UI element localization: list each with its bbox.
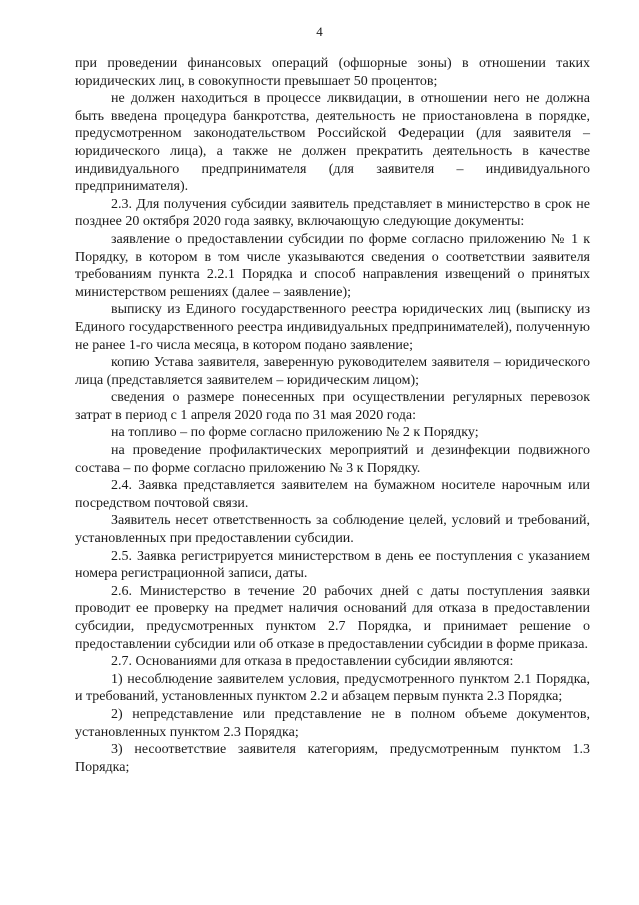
paragraph: 3) несоответствие заявителя категориям, предусмотренным пунктом 1.3 Порядка; — [75, 742, 590, 775]
paragraph: заявление о предоставлении субсидии по форме согласно приложению № 1 к Порядку, в котором в том числе указываются сведения о соответствии заявителя требованиям пункта 2.2.1 Порядка и способ направления извещений о принятых министерством решениях (далее – заявление); — [75, 231, 590, 300]
page-number: 4 — [316, 24, 323, 39]
paragraph: 1) несоблюдение заявителем условия, предусмотренного пунктом 2.1 Порядка, и требований, установленных пунктом 2.2 и абзацем первым пункта 2.3 Порядка; — [75, 671, 590, 705]
paragraph: 2) непредставление или представление не в полном объеме документов, установленных пунктом 2.3 Порядка; — [75, 706, 590, 740]
paragraph: 2.3. Для получения субсидии заявитель представляет в министерство в срок не позднее 20 октября 2020 года заявку, включающую следующие документы: — [75, 196, 590, 230]
paragraph: копию Устава заявителя, заверенную руководителем заявителя – юридического лица (представляется заявителем – юридическим лицом); — [75, 355, 590, 388]
paragraph: не должен находиться в процессе ликвидации, в отношении него не должна быть введена процедура банкротства, деятельность не приостановлена в порядке, предусмотренном законодательством Российской Федерации (для заявителя – юридического лица), а также не должен прекратить деятельность в качестве индивидуального предпринимателя (для заявителя – индивидуального предпринимателя). — [75, 91, 590, 195]
paragraph: сведения о размере понесенных при осуществлении регулярных перевозок затрат в период с 1 апреля 2020 года по 31 мая 2020 года: — [75, 390, 590, 423]
paragraph: 2.5. Заявка регистрируется министерством в день ее поступления с указанием номера регистрационной записи, даты. — [75, 548, 590, 582]
paragraph: при проведении финансовых операций (офшорные зоны) в отношении таких юридических лиц, в совокупности превышает 50 процентов; — [75, 56, 590, 89]
paragraph: выписку из Единого государственного реестра юридических лиц (выписку из Единого государственного реестра индивидуальных предпринимателей), полученную не ранее 1-го числа месяца, в котором подано заявление; — [75, 302, 590, 353]
paragraph: 2.4. Заявка представляется заявителем на бумажном носителе нарочным или посредством почтовой связи. — [75, 478, 590, 511]
paragraph: на проведение профилактических мероприятий и дезинфекции подвижного состава – по форме согласно приложению № 3 к Порядку. — [75, 443, 590, 476]
paragraph: 2.6. Министерство в течение 20 рабочих дней с даты поступления заявки проводит ее проверку на предмет наличия оснований для отказа в предоставлении субсидии, предусмотренных пунктом 2.7 Порядка, и принимает решение о предоставлении субсидии или об отказе в предоставлении субсидии в форме приказа. — [75, 583, 590, 652]
paragraph: на топливо – по форме согласно приложению № 2 к Порядку; — [111, 425, 479, 441]
document-body — [75, 55, 590, 776]
paragraph: Заявитель несет ответственность за соблюдение целей, условий и требований, установленных при предоставлении субсидии. — [75, 513, 590, 547]
paragraph: 2.7. Основаниями для отказа в предоставлении субсидии являются: — [111, 654, 514, 670]
